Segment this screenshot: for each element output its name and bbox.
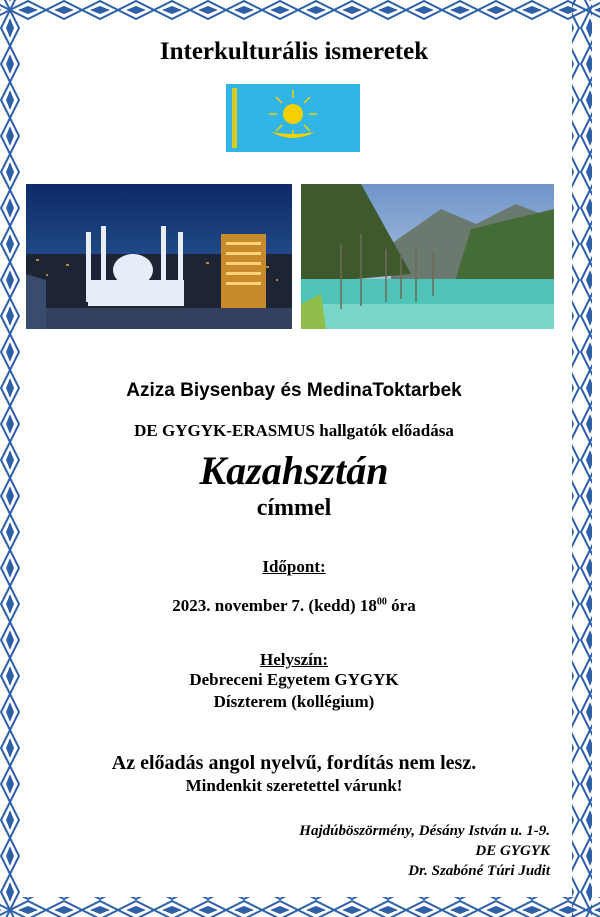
time-section [0, 557, 588, 577]
location-line-2: Díszterem (kollégium) [213, 692, 375, 711]
location-section [0, 650, 588, 670]
language-note: Az előadás angol nyelvű, fordítás nem lesz. [111, 752, 477, 774]
presenters: Aziza Biysenbay és MedinaToktarbek [126, 380, 462, 401]
lake-forest-mountains-photo [301, 184, 554, 329]
time-label: Időpont: [262, 557, 326, 576]
footer-org: DE GYGYK [475, 843, 550, 859]
location-line-1: Debreceni Egyetem GYGYK [189, 670, 399, 689]
footer-address: Hajdúböszörmény, Désány István u. 1-9. [299, 823, 550, 839]
event-date [0, 596, 588, 616]
footer-person: Dr. Szabóné Túri Judit [408, 863, 550, 879]
mosque-night-city-photo [26, 184, 292, 329]
kazakhstan-flag [226, 84, 360, 152]
lecture-title: Kazahsztán [199, 448, 389, 493]
welcome-note: Mindenkit szeretettel várunk! [185, 776, 403, 795]
date-suffix: óra [386, 596, 416, 615]
date-main: 2023. november 7. (kedd) 18 [172, 596, 377, 615]
date-minutes: 00 [376, 596, 387, 608]
page-title: Interkulturális ismeretek [159, 38, 429, 65]
title-suffix: címmel [256, 495, 332, 521]
location-label: Helyszín: [260, 650, 328, 669]
subtitle: DE GYGYK-ERASMUS hallgatók előadása [134, 421, 454, 440]
